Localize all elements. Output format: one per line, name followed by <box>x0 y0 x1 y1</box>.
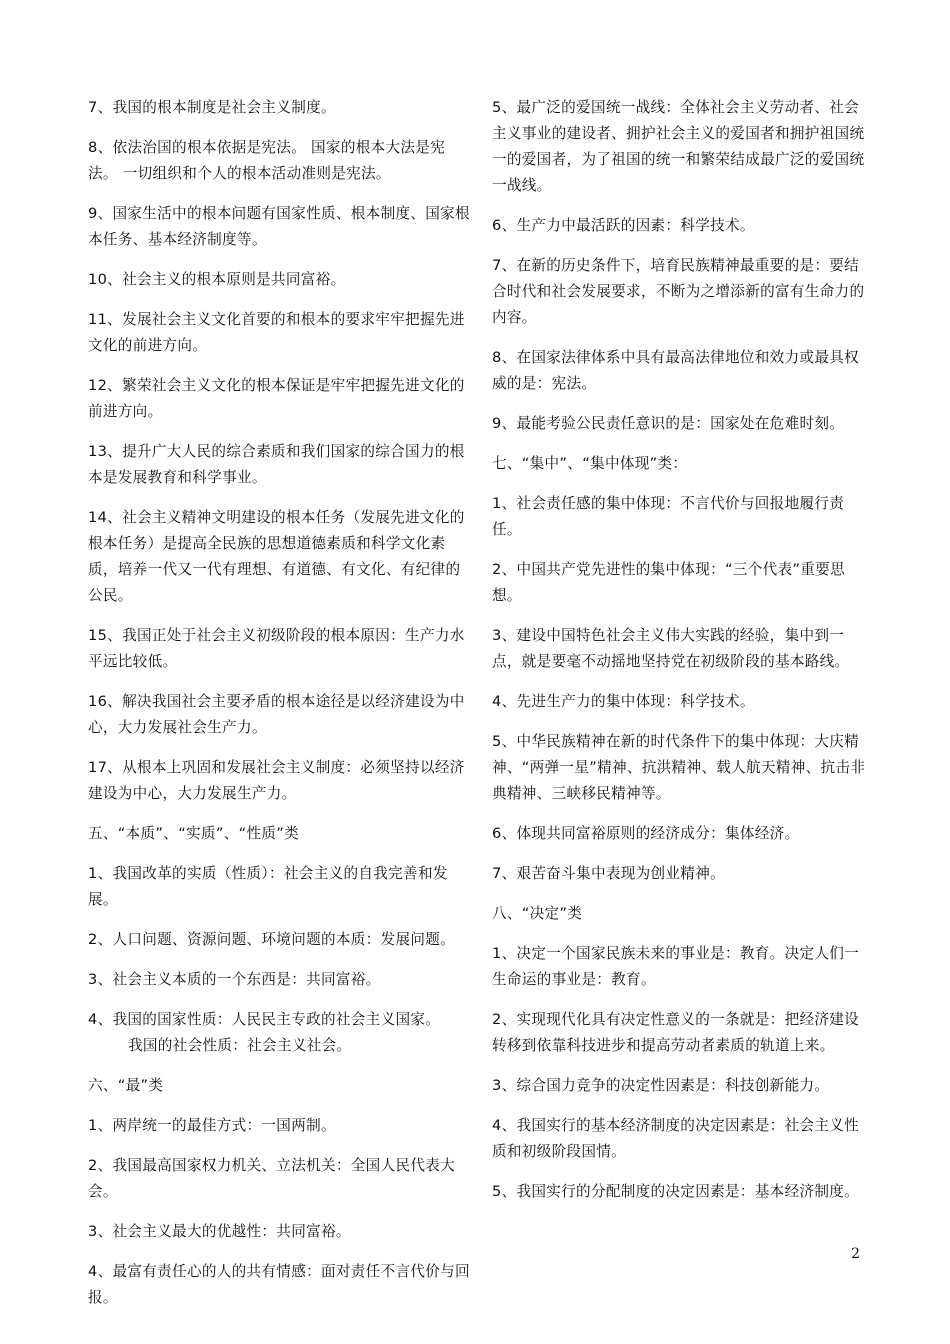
paragraph-line: 4、我国的国家性质：人民民主专政的社会主义国家。 <box>88 1011 441 1028</box>
paragraph: 17、从根本上巩固和发展社会主义制度：必须坚持以经济建设为中心，大力发展生产力。 <box>88 759 465 802</box>
paragraph: 3、社会主义最大的优越性：共同富裕。 <box>88 1223 351 1240</box>
paragraph: 16、解决我国社会主要矛盾的根本途径是以经济建设为中心，大力发展社会生产力。 <box>88 693 465 736</box>
paragraph: 9、最能考验公民责任意识的是：国家处在危难时刻。 <box>492 415 845 432</box>
paragraph: 9、国家生活中的根本问题有国家性质、根本制度、国家根本任务、基本经济制度等。 <box>88 205 470 248</box>
paragraph: 7、艰苦奋斗集中表现为创业精神。 <box>492 865 725 882</box>
paragraph: 7、在新的历史条件下，培育民族精神最重要的是：要结合时代和社会发展要求，不断为之增添新的富有生命力的内容。 <box>492 257 865 326</box>
paragraph: 4、最富有责任心的人的共有情感：面对责任不言代价与回报。 <box>88 1263 470 1306</box>
section-heading: 八、“决定”类 <box>492 905 583 922</box>
paragraph: 2、人口问题、资源问题、环境问题的本质：发展问题。 <box>88 931 456 948</box>
paragraph: 6、体现共同富裕原则的经济成分：集体经济。 <box>492 825 800 842</box>
paragraph: 7、我国的根本制度是社会主义制度。 <box>88 99 336 116</box>
paragraph: 3、建设中国特色社会主义伟大实践的经验，集中到一点，就是要毫不动摇地坚持党在初级阶段的基本路线。 <box>492 627 850 670</box>
paragraph: 4、先进生产力的集中体现：科学技术。 <box>492 693 755 710</box>
section-heading: 七、“集中”、“集中体现”类： <box>492 455 688 472</box>
paragraph: 5、中华民族精神在新的时代条件下的集中体现：大庆精神、“两弹一星”精神、抗洪精神、载人航天精神、抗击非典精神、三峡移民精神等。 <box>492 733 866 802</box>
paragraph-line-indented: 我国的社会性质：社会主义社会。 <box>128 1037 352 1054</box>
left-column <box>88 95 473 1325</box>
paragraph: 5、我国实行的分配制度的决定因素是：基本经济制度。 <box>492 1183 860 1200</box>
right-column <box>492 95 872 1219</box>
paragraph: 8、在国家法律体系中具有最高法律地位和效力或最具权威的是：宪法。 <box>492 349 860 392</box>
paragraph <box>88 1007 473 1059</box>
paragraph: 14、社会主义精神文明建设的根本任务（发展先进文化的根本任务）是提高全民族的思想道德素质和科学文化素质，培养一代又一代有理想、有道德、有文化、有纪律的公民。 <box>88 509 465 604</box>
section-heading: 六、“最”类 <box>88 1077 164 1094</box>
paragraph: 13、提升广大人民的综合素质和我们国家的综合国力的根本是发展教育和科学事业。 <box>88 443 465 486</box>
paragraph: 1、我国改革的实质（性质）：社会主义的自我完善和发展。 <box>88 865 448 908</box>
paragraph: 8、依法治国的根本依据是宪法。 国家的根本大法是宪法。 一切组织和个人的根本活动准则是宪法。 <box>88 139 446 182</box>
paragraph: 2、我国最高国家权力机关、立法机关：全国人民代表大会。 <box>88 1157 456 1200</box>
paragraph: 3、综合国力竞争的决定性因素是：科技创新能力。 <box>492 1077 830 1094</box>
paragraph: 15、我国正处于社会主义初级阶段的根本原因：生产力水平远比较低。 <box>88 627 465 670</box>
paragraph: 12、繁荣社会主义文化的根本保证是牢牢把握先进文化的前进方向。 <box>88 377 465 420</box>
paragraph: 2、实现现代化具有决定性意义的一条就是：把经济建设转移到依靠科技进步和提高劳动者素质的轨道上来。 <box>492 1011 860 1054</box>
paragraph: 10、社会主义的根本原则是共同富裕。 <box>88 271 346 288</box>
paragraph: 1、决定一个国家民族未来的事业是：教育。决定人们一生命运的事业是：教育。 <box>492 945 860 988</box>
paragraph: 6、生产力中最活跃的因素：科学技术。 <box>492 217 755 234</box>
paragraph: 1、两岸统一的最佳方式：一国两制。 <box>88 1117 336 1134</box>
paragraph: 3、社会主义本质的一个东西是：共同富裕。 <box>88 971 381 988</box>
section-heading: 五、“本质”、“实质”、“性质”类 <box>88 825 299 842</box>
paragraph: 2、中国共产党先进性的集中体现：“三个代表”重要思想。 <box>492 561 845 604</box>
paragraph: 4、我国实行的基本经济制度的决定因素是：社会主义性质和初级阶段国情。 <box>492 1117 860 1160</box>
paragraph: 5、最广泛的爱国统一战线：全体社会主义劳动者、社会主义事业的建设者、拥护社会主义的爱国者和拥护祖国统一的爱国者，为了祖国的统一和繁荣结成最广泛的爱国统一战线。 <box>492 99 865 194</box>
page-number: 2 <box>851 1246 860 1262</box>
paragraph: 11、发展社会主义文化首要的和根本的要求牢牢把握先进文化的前进方向。 <box>88 311 465 354</box>
paragraph: 1、社会责任感的集中体现：不言代价与回报地履行责任。 <box>492 495 845 538</box>
